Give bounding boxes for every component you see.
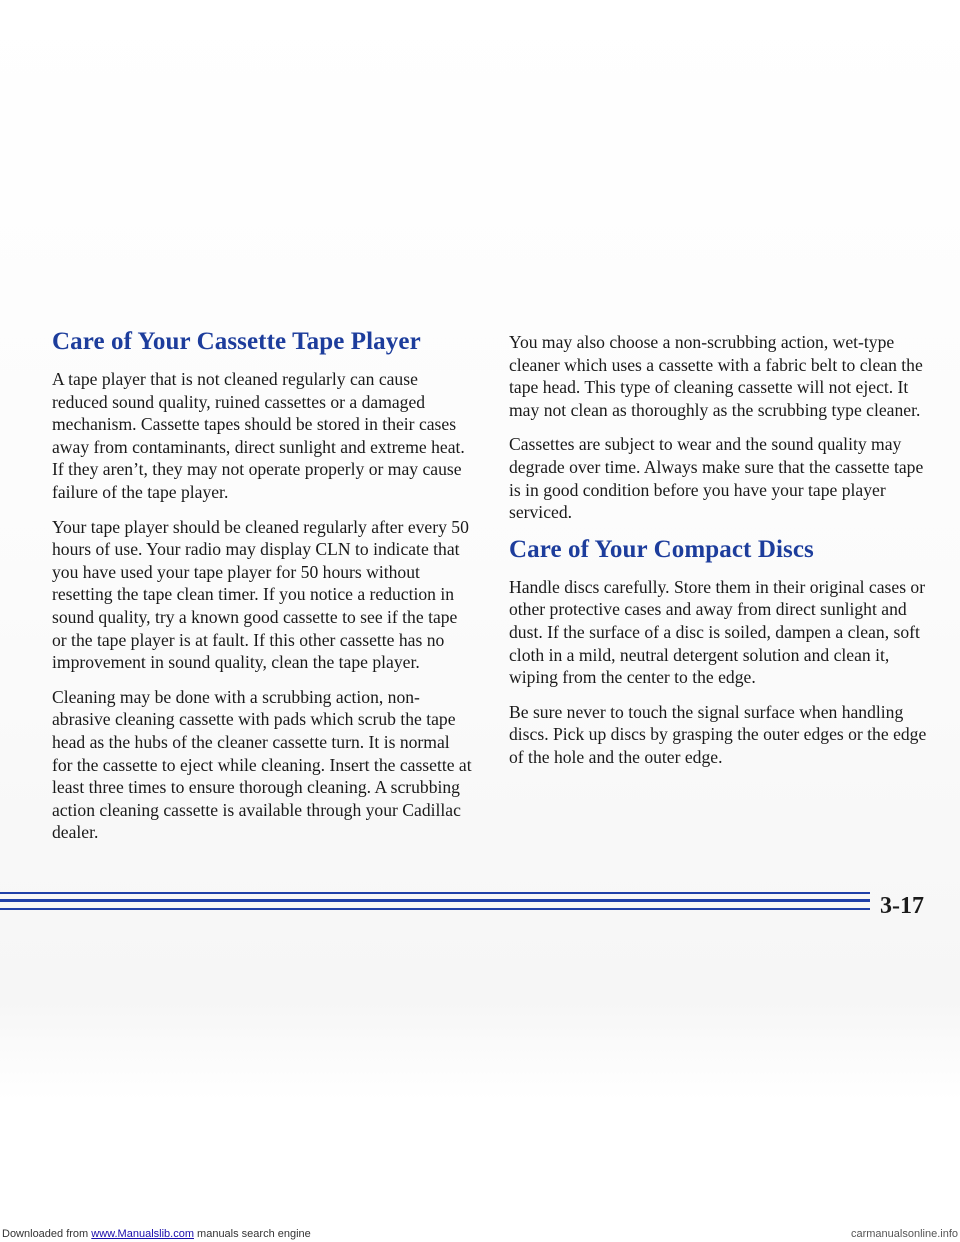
heading-compact-disc-care: Care of Your Compact Discs — [509, 535, 814, 563]
page-number: 3-17 — [880, 893, 924, 919]
paragraph: Cleaning may be done with a scrubbing action, non-abrasive cleaning cassette with pads which scrub the tape head as the hubs of the cleaner cassette turn. It is normal for the cassette to eject while cleaning. Insert the cassette at least three times to ensure thorough cleaning. A scrubbing action cleaning cassette is available through your Cadillac dealer. — [52, 686, 472, 843]
footer-rule-thick — [0, 899, 870, 902]
manualslib-link[interactable]: www.Manualslib.com — [91, 1228, 194, 1240]
download-footer — [0, 1226, 960, 1242]
footer-suffix: manuals search engine — [193, 1228, 311, 1240]
footer-prefix: Downloaded from — [2, 1228, 92, 1240]
heading-cassette-care: Care of Your Cassette Tape Player — [52, 328, 421, 355]
paragraph: Your tape player should be cleaned regularly after every 50 hours of use. Your radio may display CLN to indicate that you have used your tape player for 50 hours without resetting the tape clean timer. If you notice a reduction in sound quality, try a known good cassette to see if the tape or the tape player is at fault. If this other cassette has no improvement in sound quality, clean the tape player. — [52, 516, 469, 673]
paragraph: Handle discs carefully. Store them in their original cases or other protective cases and away from direct sunlight and dust. If the surface of a disc is soiled, dampen a clean, soft cloth in a mild, neutral detergent solution and clean it, wiping from the center to the edge. — [509, 576, 926, 688]
footer-rule-lower — [0, 908, 870, 910]
watermark: carmanualsonline.info — [850, 1228, 958, 1240]
paragraph: You may also choose a non-scrubbing action, wet-type cleaner which uses a cassette with a fabric belt to clean the tape head. This type of cleaning cassette will not eject. It may not clean as thoroughly as the scrubbing type cleaner. — [509, 332, 923, 420]
footer-text — [0, 1226, 311, 1242]
footer-rule-upper — [0, 892, 870, 894]
paragraph: Be sure never to touch the signal surface when handling discs. Pick up discs by grasping the outer edges or the edge of the hole and the outer edge. — [509, 701, 927, 767]
paragraph: A tape player that is not cleaned regularly can cause reduced sound quality, ruined cassettes or a damaged mechanism. Cassette tapes should be stored in their cases away from contaminants, direct sunlight and extreme heat. If they aren’t, they may not operate properly or may cause failure of the tape player. — [52, 369, 465, 502]
right-column — [509, 331, 929, 781]
paragraph: Cassettes are subject to wear and the sound quality may degrade over time. Always make sure that the cassette tape is in good condition before you have your tape player serviced. — [509, 434, 924, 523]
left-column — [52, 328, 472, 856]
